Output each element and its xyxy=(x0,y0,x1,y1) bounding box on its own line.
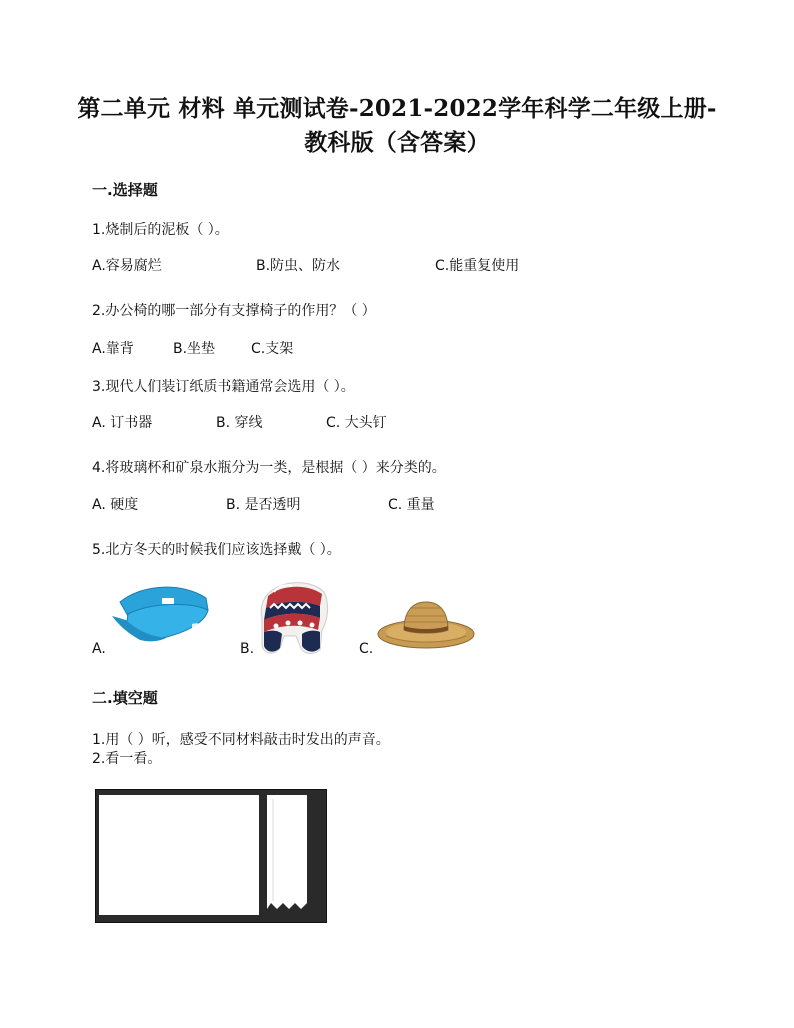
option-b: B.防虫、防水 xyxy=(256,258,341,274)
sun-visor-cap-image xyxy=(108,580,214,646)
document-title xyxy=(60,92,734,160)
option-a: A.容易腐烂 xyxy=(92,258,162,274)
section-heading-choice: 一.选择题 xyxy=(92,181,158,199)
option-b-label: B. xyxy=(240,641,255,657)
option-a: A. 硬度 xyxy=(92,497,139,513)
option-b: B. 是否透明 xyxy=(226,497,301,513)
option-c: C. 重量 xyxy=(388,497,435,513)
fill-question-1: 1.用（ ）听，感受不同材料敲击时发出的声音。 xyxy=(92,732,390,748)
title-line-2: 教科版（含答案） xyxy=(304,129,490,156)
question-3: 3.现代人们装订纸质书籍通常会选用（ ）。 xyxy=(92,379,355,395)
winter-earflap-hat-image xyxy=(256,578,332,660)
title-line-1: 第二单元 材料 单元测试卷-2021-2022学年科学二年级上册- xyxy=(77,95,717,122)
question-5: 5.北方冬天的时候我们应该选择戴（ ）。 xyxy=(92,542,341,558)
option-b: B.坐垫 xyxy=(173,341,216,357)
option-a: A. 订书器 xyxy=(92,415,153,431)
fill-question-2: 2.看一看。 xyxy=(92,751,162,767)
option-c-label: C. xyxy=(359,641,374,657)
option-c: C.能重复使用 xyxy=(435,258,520,274)
section-heading-fill: 二.填空题 xyxy=(92,689,158,707)
option-c: C.支架 xyxy=(251,341,294,357)
straw-hat-image xyxy=(376,598,476,652)
option-a-label: A. xyxy=(92,641,106,657)
option-a: A.靠背 xyxy=(92,341,134,357)
question-2: 2.办公椅的哪一部分有支撑椅子的作用？（ ） xyxy=(92,303,376,319)
question-1: 1.烧制后的泥板（ ）。 xyxy=(92,222,229,238)
option-b: B. 穿线 xyxy=(216,415,263,431)
paper-torn-figure-image xyxy=(95,789,327,923)
option-c: C. 大头钉 xyxy=(326,415,387,431)
question-4: 4.将玻璃杯和矿泉水瓶分为一类，是根据（ ）来分类的。 xyxy=(92,460,446,476)
